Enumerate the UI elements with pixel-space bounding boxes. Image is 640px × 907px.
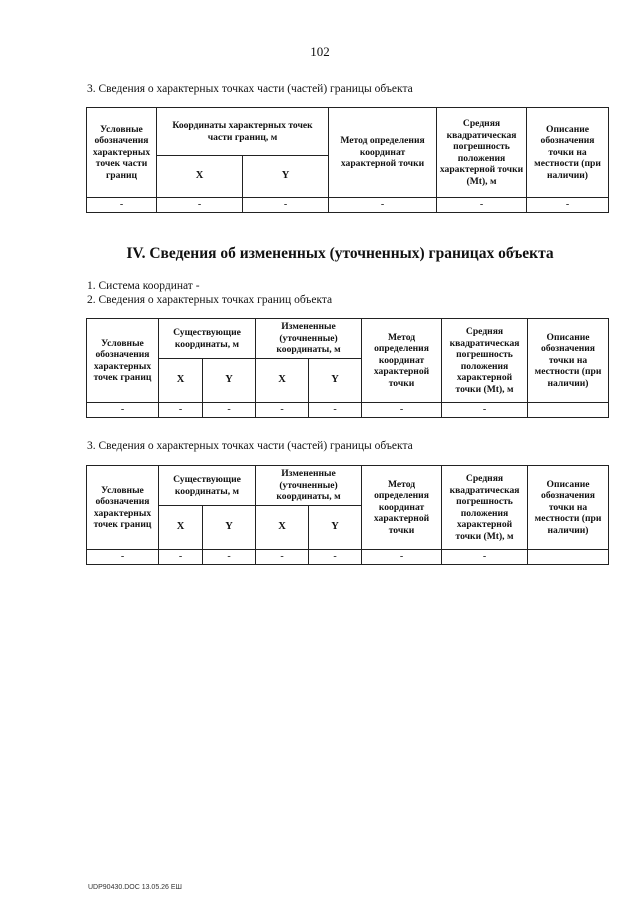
header-description: Описание обозначения точки на местности (при наличии) [527,108,609,198]
table-row [87,403,609,418]
document-footer: UDP90430.DOC 13.05.26 EШ [88,884,182,891]
cell-method: - [362,550,442,565]
cell-x: - [157,198,243,213]
cell-changed-x: - [256,403,309,418]
header-error: Средняя квадратическая погрешность положения характерной точки (Mt), м [437,108,527,198]
cell-changed-x: - [256,550,309,565]
cell-existing-x: - [159,403,203,418]
cell-changed-y: - [309,403,362,418]
header-symbol: Условные обозначения характерных точек границ [87,319,159,403]
header-method: Метод определения координат характерной точки [362,466,442,550]
cell-method: - [329,198,437,213]
table-part-boundary-changed [86,465,609,565]
header-description: Описание обозначения точки на местности (при наличии) [528,466,609,550]
header-error: Средняя квадратическая погрешность положения характерной точки (Mt), м [442,466,528,550]
header-symbol: Условные обозначения характерных точек части границ [87,108,157,198]
cell-description [528,550,609,565]
cell-existing-y: - [203,550,256,565]
header-changed-y: Y [309,359,362,403]
cell-error: - [442,403,528,418]
table-part-boundary-points [86,107,609,213]
cell-y: - [243,198,329,213]
cell-error: - [442,550,528,565]
header-existing-coordinates: Существующие координаты, м [159,319,256,359]
part-points-caption: 3. Сведения о характерных точках части (частей) границы объекта [87,440,413,452]
cell-symbol: - [87,550,159,565]
header-symbol: Условные обозначения характерных точек границ [87,466,159,550]
table-row [87,550,609,565]
coordinate-system-line: 1. Система координат - [87,280,200,292]
header-coordinates: Координаты характерных точек части границ, м [157,108,329,156]
header-error: Средняя квадратическая погрешность положения характерной точки (Mt), м [442,319,528,403]
header-changed-x: X [256,359,309,403]
header-changed-coordinates: Измененные (уточненные) координаты, м [256,319,362,359]
header-changed-y: Y [309,506,362,550]
header-x: X [157,156,243,198]
cell-existing-x: - [159,550,203,565]
points-caption: 2. Сведения о характерных точках границ объекта [87,294,333,306]
cell-existing-y: - [203,403,256,418]
page-number: 102 [310,44,330,59]
table-row [87,198,609,213]
header-existing-coordinates: Существующие координаты, м [159,466,256,506]
section1-caption: 3. Сведения о характерных точках части (частей) границы объекта [87,83,413,95]
header-existing-x: X [159,359,203,403]
header-method: Метод определения координат характерной точки [362,319,442,403]
header-changed-x: X [256,506,309,550]
table-boundary-points [86,318,609,418]
header-existing-x: X [159,506,203,550]
cell-description [528,403,609,418]
header-y: Y [243,156,329,198]
cell-symbol: - [87,198,157,213]
header-description: Описание обозначения точки на местности (при наличии) [528,319,609,403]
header-existing-y: Y [203,506,256,550]
cell-method: - [362,403,442,418]
section-heading: IV. Сведения об измененных (уточненных) границах объекта [126,245,554,262]
header-changed-coordinates: Измененные (уточненные) координаты, м [256,466,362,506]
cell-changed-y: - [309,550,362,565]
header-existing-y: Y [203,359,256,403]
cell-error: - [437,198,527,213]
cell-symbol: - [87,403,159,418]
header-method: Метод определения координат характерной точки [329,108,437,198]
cell-description: - [527,198,609,213]
